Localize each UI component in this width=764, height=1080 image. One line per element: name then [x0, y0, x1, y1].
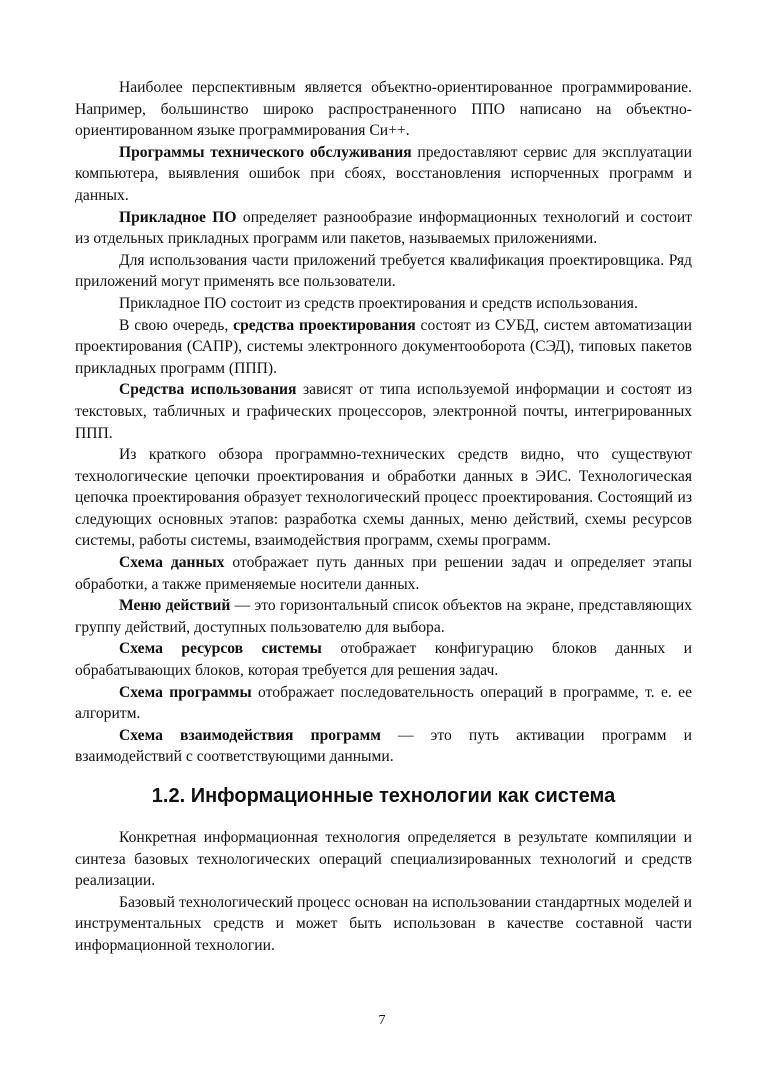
bold-term: Программы технического обслуживания: [119, 143, 412, 161]
bold-term: Схема ресурсов системы: [119, 640, 322, 658]
paragraph: Наиболее перспективным является объектно-ориентированное программирование. Например, большинство широко распространенного ППО написано на объектно-ориентированном языке программирования Си++.: [75, 79, 692, 140]
page-number: 7: [378, 1013, 386, 1028]
bold-term: Прикладное ПО: [119, 208, 237, 226]
paragraph: Схема программы отображает последовательность операций в программе, т. е. ее алгоритм.: [75, 683, 692, 723]
paragraph: В свою очередь, средства проектирования состоят из СУБД, систем автоматизации проектирования (САПР), системы электронного документооборота (СЭД), типовых пакетов прикладных программ (ППП).: [75, 316, 692, 377]
bold-term: Схема программы: [119, 683, 252, 701]
paragraph: Из краткого обзора программно-технических средств видно, что существуют технологические цепочки проектирования и обработки данных в ЭИС. Технологическая цепочка проектирования образует технологический процесс проектирования. Состоящий из следующих основных этапов: разработка схемы данных, меню действий, схемы ресурсов системы, работы системы, взаимодействия программ, схемы программ.: [75, 446, 692, 550]
paragraph: Меню действий — это горизонтальный список объектов на экране, представляющих группу действий, доступных пользователю для выбора.: [75, 597, 693, 636]
paragraph: Прикладное ПО состоит из средств проектирования и средств использования.: [119, 294, 638, 312]
bold-term: Схема данных: [119, 554, 225, 572]
bold-term: средства проектирования: [233, 316, 416, 334]
bold-term: Схема взаимодействия программ: [119, 726, 381, 744]
paragraph: Для использования части приложений требуется квалификация проектировщика. Ряд приложений могут применять все пользователи.: [75, 251, 692, 291]
paragraph: Базовый технологический процесс основан на использовании стандартных моделей и инструментальных средств и может быть использован в качестве составной части информационной технологии.: [75, 893, 692, 954]
bold-term: Меню действий: [119, 597, 231, 615]
bold-term: Средства использования: [119, 381, 297, 399]
body-text: [75, 77, 692, 957]
paragraph: Средства использования зависят от типа используемой информации и состоят из текстовых, табличных и графических процессоров, электронной почты, интегрированных ППП.: [75, 381, 692, 442]
paragraph: Программы технического обслуживания предоставляют сервис для эксплуатации компьютера, выявления ошибок при сбоях, восстановления испорченных программ и данных.: [75, 143, 692, 204]
paragraph: Схема взаимодействия программ — это путь активации программ и взаимодействий с соответствующими данными.: [75, 726, 692, 766]
paragraph: Схема ресурсов системы отображает конфигурацию блоков данных и обрабатывающих блоков, которая требуется для решения задач.: [75, 640, 692, 680]
paragraph: Прикладное ПО определяет разнообразие информационных технологий и состоит из отдельных прикладных программ или пакетов, называемых приложениями.: [75, 208, 692, 248]
paragraph: Конкретная информационная технология определяется в результате компиляции и синтеза базовых технологических операций специализированных технологий и средств реализации.: [75, 829, 692, 890]
paragraph: Схема данных отображает путь данных при решении задач и определяет этапы обработки, а также применяемые носители данных.: [75, 554, 692, 593]
section-heading: 1.2. Информационные технологии как система: [151, 785, 616, 807]
